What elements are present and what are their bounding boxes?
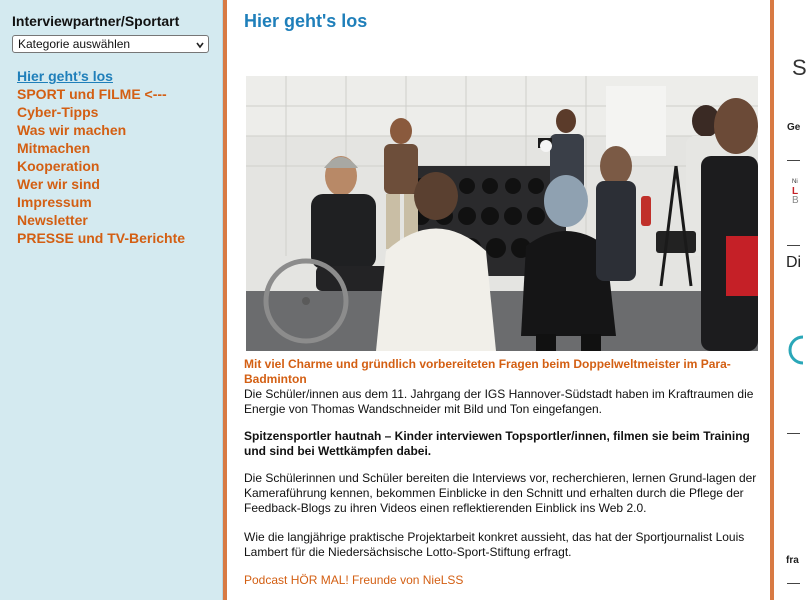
nav-item-impressum[interactable]: Impressum (17, 194, 92, 210)
nav-item-presse-tv[interactable]: PRESSE und TV-Berichte (17, 230, 186, 246)
right-heading-fragment: S (792, 55, 807, 80)
divider (787, 160, 800, 161)
nav-item-kooperation[interactable]: Kooperation (17, 158, 100, 174)
hero-photo (246, 76, 758, 351)
partner-logo-line: B (792, 195, 799, 206)
page-title: Hier geht's los (244, 11, 368, 31)
right-sidebar (774, 0, 807, 600)
right-label-fragment: Ge (787, 122, 801, 133)
chevron-down-icon (196, 41, 204, 49)
nav-item-wer-wir-sind[interactable]: Wer wir sind (17, 176, 100, 192)
circular-logo-icon[interactable] (791, 335, 807, 365)
podcast-link[interactable]: Podcast HÖR MAL! Freunde von NieLSS (244, 573, 464, 587)
category-select[interactable] (12, 35, 209, 53)
nav-item-hier-gehts-los[interactable]: Hier geht’s los (17, 68, 113, 84)
highlight-paragraph: Spitzensportler hautnah – Kinder interviewen Topsportler/innen, filmen sie beim Training und sind bei Wettkämpfen dabei. (244, 429, 750, 458)
nav-item-mitmachen[interactable]: Mitmachen (17, 140, 91, 156)
nav-item-sport-und-filme[interactable]: SPORT und FILME <--- (17, 86, 167, 102)
partner-logo-line: Ni (792, 179, 798, 185)
right-footer-fragment: fra (786, 555, 799, 566)
intro-paragraph: Die Schüler/innen aus dem 11. Jahrgang der IGS Hannover-Südstadt haben im Kraftraumen die Energie von Thomas Wandschneider mit Bild und Ton eingefangen. (244, 387, 754, 416)
gym-interview-photo (246, 76, 758, 351)
category-select-value: Kategorie auswählen (18, 37, 131, 51)
partner-logo-line: L (792, 186, 799, 197)
left-separator (223, 0, 227, 600)
nav-item-was-wir-machen[interactable]: Was wir machen (17, 122, 127, 138)
description-paragraph: Die Schülerinnen und Schüler bereiten die Interviews vor, recherchieren, lernen Grund-lagen der Kameraführung kennen, bekommen Einblicke in den Schnitt und erhalten durch die Pflege der Feedback-Blogs zu ihren Videos einen reflektierenden Einblick ins Web 2.0. (244, 471, 757, 515)
right-subheading-fragment: Di (786, 254, 802, 271)
nav-item-newsletter[interactable]: Newsletter (17, 212, 88, 228)
sidebar-title: Interviewpartner/Sportart (12, 13, 180, 29)
divider (787, 583, 800, 584)
divider (787, 245, 800, 246)
nav-item-cyber-tipps[interactable]: Cyber-Tipps (17, 104, 99, 120)
journalist-paragraph: Wie die langjährige praktische Projektarbeit konkret aussieht, das hat der Sportjournalist Louis Lambert für die Niedersächsische Lotto-Sport-Stiftung erfragt. (244, 530, 745, 559)
sidebar (0, 0, 223, 600)
photo-caption: Mit viel Charme und gründlich vorbereiteten Fragen beim Doppelweltmeister im Para-Badminton (244, 357, 731, 386)
sidebar-nav (17, 67, 185, 247)
divider (787, 433, 800, 434)
partner-logo[interactable] (792, 178, 802, 205)
